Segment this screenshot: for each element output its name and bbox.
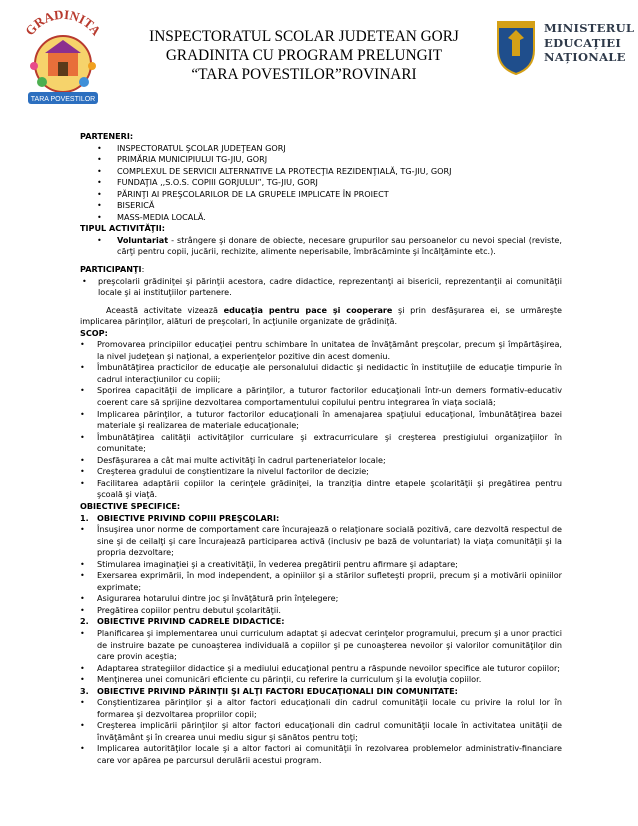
scop-item: • Îmbunătăţirea calităţii activităţilor curriculare şi extracurriculare şi creşterea prestigiului organizaţiilor în comunitate; bbox=[80, 431, 562, 454]
parteneri-heading: PARTENERI: bbox=[80, 131, 134, 141]
ministry-line-3: NAȚIONALE bbox=[544, 50, 626, 64]
partner-item: • PRIMĂRIA MUNICIPIULUI TG-JIU, GORJ bbox=[97, 154, 268, 165]
svg-text:GRADINITA bbox=[22, 7, 104, 39]
obiective-section-title: 1. OBIECTIVE PRIVIND COPIII PREŞCOLARI: bbox=[80, 512, 280, 523]
tip-term: Voluntariat bbox=[117, 234, 169, 245]
objective-item: • Adaptarea strategiilor didactice şi a mediului educaţional pentru a răspunde nevoilor specifice ale tuturor copiilor; bbox=[80, 662, 561, 673]
scop-item: • Creşterea gradului de conştientizare la nivelul factorilor de decizie; bbox=[80, 466, 369, 477]
ministry-crest-icon bbox=[494, 18, 538, 76]
obiective-section-title: 2. OBIECTIVE PRIVIND CADRELE DIDACTICE: bbox=[80, 616, 285, 627]
institution-title bbox=[116, 27, 492, 84]
partner-item: • FUNDAŢIA ,,S.O.S. COPIII GORJULUI”, TG-JIU, GORJ bbox=[97, 177, 318, 188]
scop-list bbox=[80, 339, 562, 501]
letterhead bbox=[0, 0, 638, 120]
intro-paragraph: Această activitate vizează educaţia pentru pace şi cooperare şi prin desfăşurarea ei, se urmăreşte implicarea părinţilor, alături de preşcolari, în acţiunile organizate de grădiniţă. bbox=[80, 304, 562, 327]
title-line-2: GRADINITA CU PROGRAM PRELUNGIT bbox=[165, 47, 443, 64]
kindergarten-logo bbox=[12, 6, 114, 116]
logo-arc-text: GRADINITA bbox=[22, 6, 104, 39]
obiective-section-title: 3. OBIECTIVE PRIVIND PĂRINŢII ŞI ALŢI FACTORI EDUCAŢIONALI DIN COMUNITATE: bbox=[80, 685, 458, 696]
participanti-heading: PARTICIPANŢI bbox=[80, 264, 142, 275]
scop-item: • Implicarea părinţilor, a tuturor factorilor educaţionali în amenajarea spaţiului educaţional, îmbunătăţirea bazei materiale şi realizarea de materiale educaţionale; bbox=[80, 408, 562, 431]
scop-heading: SCOP: bbox=[80, 327, 108, 338]
ministry-line-1: MINISTERUL bbox=[544, 21, 635, 35]
objective-item: • Creşterea implicării părinţilor şi altor factori educaţionali din cadrul comunităţii locale în activitatea unităţii de învăţământ şi în crearea unui mediu sigur şi sănătos pentru toţi; bbox=[80, 720, 562, 742]
intro-emphasis: educaţia pentru pace şi cooperare bbox=[223, 304, 393, 315]
scop-item: • Promovarea principiilor educaţiei pentru schimbare în unitatea de învăţământ preşcolar, precum şi împărtăşirea, la nivel judeţean şi naţional, a experienţelor pozitive din acest domeniu. bbox=[80, 339, 562, 361]
scop-item: • Sporirea capacităţii de implicare a părinţilor, a tuturor factorilor educaţionali într-un demers formativ-educativ coerent care să sprijine dezvoltarea comportamentului copilului pentru integrarea în viaţa socială; bbox=[80, 385, 562, 408]
objective-item: • Menţinerea unei comunicări eficiente cu părinţii, cu referire la curriculum şi la evoluţia copiilor. bbox=[80, 674, 482, 685]
objective-item: • Conştientizarea părinţilor şi a altor factori educaţionali din cadrul comunităţii locale cu privire la rolul lor în formarea şi dezvoltarea propriilor copii; bbox=[80, 697, 562, 719]
tip-activitate-heading: TIPUL ACTIVITĂŢII: bbox=[80, 223, 165, 234]
participanti-item: • preşcolarii grădiniţei şi părinţii acestora, cadre didactice, reprezentanţi ai bisericii, reprezentanţii ai comunităţii locale şi ai instituţiilor partenere. bbox=[82, 275, 562, 298]
objective-item: • Exersarea exprimării, în mod independent, a opiniilor şi a stărilor sufleteşti proprii, precum şi a motivării opiniilor exprimate; bbox=[80, 570, 562, 592]
objective-item: • Stimularea imaginaţiei şi a creativităţii, în vederea pregătirii pentru afirmare şi adaptare; bbox=[80, 558, 458, 569]
title-line-1: INSPECTORATUL SCOLAR JUDETEAN GORJ bbox=[149, 28, 459, 45]
scop-item: • Facilitarea adaptării copiilor la cerinţele grădiniţei, la tranziţia dintre etapele şcolarităţii şi pregătirea pentru şcoală şi viaţă. bbox=[80, 477, 562, 500]
objective-item: • Planificarea şi implementarea unui curriculum adaptat şi adecvat cerinţelor programului, precum şi a unor practici de instruire bazate pe cunoaşterea individuală a copiilor şi pe cunoaşterea nevoilor şi valorilor comunităţilor din care provin aceştia; bbox=[80, 627, 562, 662]
scop-item: • Îmbunătăţirea practicilor de educaţie ale personalului didactic şi nedidactic în instituţiile de educaţie timpurie în cadrul interacţiunilor cu copiii; bbox=[80, 362, 562, 384]
partner-item: • BISERICĂ bbox=[97, 200, 155, 211]
document-body bbox=[80, 131, 562, 767]
tip-activitate-item: • Voluntariat - strângere şi donare de obiecte, necesare grupurilor sau persoanelor cu nevoi special (reviste, cărţi pentru copii, jucării, rechizite, alimente neperisabile, îmbrăcăminte şi încălţăminte etc.). bbox=[97, 234, 562, 257]
tip-text: - strângere şi donare de obiecte, necesare grupurilor sau persoanelor cu nevoi special (reviste, cărţi pentru copii, jucării, rechizite, alimente neperisabile, îmbrăcăminte şi încălţăminte etc.). bbox=[117, 234, 562, 257]
scop-item: • Desfăşurarea a cât mai multe activităţi în cadrul parteneriatelor locale; bbox=[80, 454, 386, 465]
objective-item: • Pregătirea copiilor pentru debutul şcolarităţii. bbox=[80, 604, 281, 615]
partner-item: • PĂRINŢI AI PREŞCOLARILOR DE LA GRUPELE IMPLICATE ÎN PROIECT bbox=[97, 188, 389, 199]
obiective-heading: OBIECTIVE SPECIFICE: bbox=[80, 500, 181, 511]
participanti-heading-line: PARTICIPANŢI: bbox=[80, 264, 145, 275]
ministry-name bbox=[544, 21, 636, 65]
objective-item: • Asigurarea hotarului dintre joc şi învăţătură prin înţelegere; bbox=[80, 593, 339, 604]
parteneri-list bbox=[80, 143, 562, 224]
logo-caption: TARA POVESTILOR bbox=[30, 96, 96, 103]
partner-item: • INSPECTORATUL ŞCOLAR JUDEŢEAN GORJ bbox=[97, 142, 286, 153]
objective-item: • Însuşirea unor norme de comportament care încurajează o relaţionare socială pozitivă, care dezvoltă respectul de sine şi de ceilalţi şi care încurajează participarea activă (inclusiv pe bază de voluntariat) la viaţa comunităţii şi la propria dezvoltare; bbox=[80, 524, 562, 558]
objective-item: • Implicarea autorităţilor locale şi a altor factori ai comunităţii în rezolvarea problemelor administrativ-financiare care vor apărea pe parcursul derulării acestui program. bbox=[80, 743, 562, 765]
partner-item: • MASS-MEDIA LOCALĂ. bbox=[97, 211, 206, 222]
partner-item: • COMPLEXUL DE SERVICII ALTERNATIVE LA PROTECŢIA REZIDENŢIALĂ, TG-JIU, GORJ bbox=[97, 165, 452, 176]
title-line-3: “TARA POVESTILOR”ROVINARI bbox=[191, 66, 417, 83]
ministry-line-2: EDUCAȚIEI bbox=[544, 35, 621, 50]
